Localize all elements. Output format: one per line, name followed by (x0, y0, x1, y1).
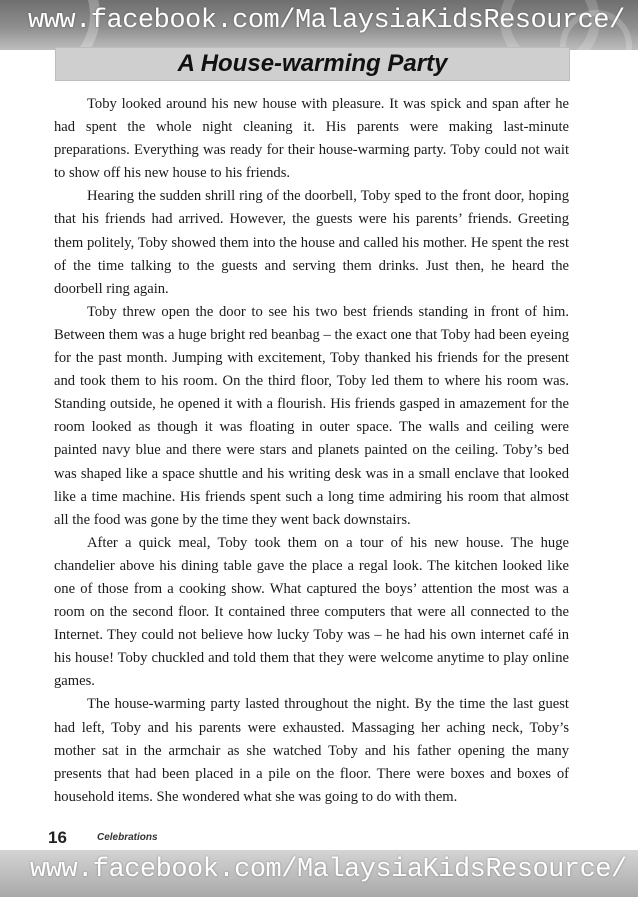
paragraph: Toby threw open the door to see his two best friends standing in front of him. Between them was a huge bright red beanbag – the exact one that Toby had been eyeing for the past month. Jumping with excitement, Toby thanked his friends for the present and took them to his room. On the third floor, Toby led them to where his room was. Standing outside, he opened it with a flourish. His friends gasped in amazement for the room looked as though it was floating in outer space. The walls and ceiling were painted navy blue and there were stars and planets painted on the ceiling. Toby’s bed was shaped like a space shuttle and his writing desk was in a small enclave that looked like a time machine. His friends spent such a long time admiring his room that almost all the food was gone by the time they went back downstairs. (54, 303, 569, 528)
paragraph: The house-warming party lasted throughout the night. By the time the last guest had left, Toby and his parents were exhausted. Massaging her aching neck, Toby’s mother sat in the armchair as she watched Toby and his father opening the many presents that had been placed in a pile on the floor. There were boxes and boxes of household items. She wondered what she was going to do with them. (54, 696, 569, 805)
paragraph: Hearing the sudden shrill ring of the doorbell, Toby sped to the front door, hoping that his friends had arrived. However, the guests were his parents’ friends. Greeting them politely, Toby showed them into the house and called his mother. He spent the rest of the time talking to the guests and serving them drinks. Just then, he heard the doorbell ring again. (54, 188, 569, 297)
paragraph: Toby looked around his new house with pleasure. It was spick and span after he had spent the whole night cleaning it. His parents were making last-minute preparations. Everything was ready for their house-warming party. Toby could not wait to show off his new house to his friends. (54, 96, 569, 182)
watermark-bottom: www.facebook.com/MalaysiaKidsResource/ (30, 855, 627, 885)
section-label: Celebrations (97, 832, 158, 843)
story-body (54, 93, 569, 809)
page-title: A House-warming Party (177, 50, 448, 77)
watermark-top: www.facebook.com/MalaysiaKidsResource/ (28, 6, 625, 36)
page-number: 16 (48, 828, 67, 847)
paragraph: After a quick meal, Toby took them on a tour of his new house. The huge chandelier above his dining table gave the place a regal look. The kitchen looked like one of those from a cooking show. What captured the boys’ attention the most was a room on the second floor. It contained three computers that were all connected to the Internet. They could not believe how lucky Toby was – he had his own internet café in his house! Toby chuckled and told them that they were welcome anytime to play online games. (54, 534, 569, 690)
